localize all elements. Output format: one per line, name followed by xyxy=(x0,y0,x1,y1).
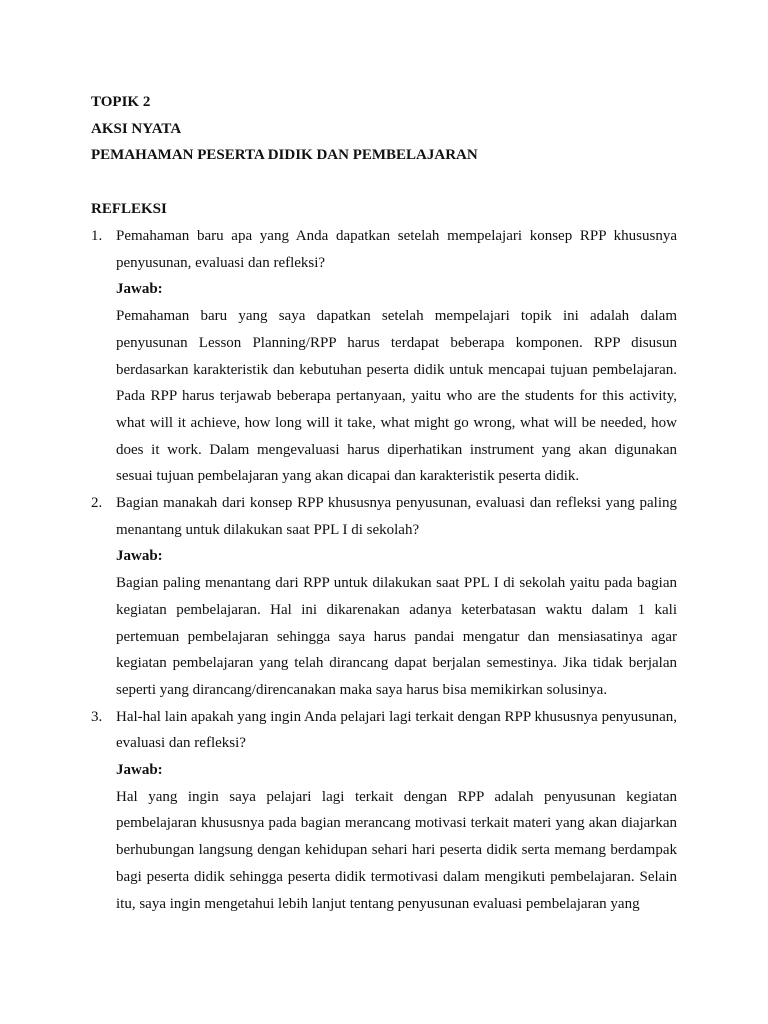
answer-text: Pemahaman baru yang saya dapatkan setelah mempelajari topik ini adalah dalam penyusunan Lesson Planning/RPP harus terdapat beberapa komponen. RPP disusun berdasarkan karakteristik dan kebutuhan peserta didik untuk mencapai tujuan pembelajaran. Pada RPP harus terjawab beberapa pertanyaan, yaitu who are the students for this activity, what will it achieve, how long will it take, what might go wrong, what will be needed, how does it work. Dalam mengevaluasi harus diperhatikan instrument yang akan digunakan sesuai tujuan pembelajaran yang akan dicapai dan karakteristik peserta didik. xyxy=(116,308,677,485)
item-number: 3. xyxy=(91,708,103,725)
list-item xyxy=(91,490,677,704)
topic-heading: TOPIK 2 xyxy=(91,94,151,110)
answer-text: Bagian paling menantang dari RPP untuk dilakukan saat PPL I di sekolah yaitu pada bagian kegiatan pembelajaran. Hal ini dikarenakan adanya keterbatasan waktu dalam 1 kali pertemuan pembelajaran sehingga saya harus pandai mengatur dan mensiasatinya agar kegiatan pembelajaran yang telah dirancang dapat berjalan semestinya. Jika tidak berjalan seperti yang dirancang/direncanakan maka saya harus bisa memikirkan solusinya. xyxy=(116,575,677,698)
answer-label: Jawab: xyxy=(116,548,163,565)
document-header xyxy=(91,89,691,169)
section-title: REFLEKSI xyxy=(91,201,167,217)
answer-label: Jawab: xyxy=(116,281,163,298)
question-text: Hal-hal lain apakah yang ingin Anda pelajari lagi terkait dengan RPP khususnya penyusunan, evaluasi dan refleksi? xyxy=(116,708,677,752)
reflection-list xyxy=(91,223,677,917)
question-text: Bagian manakah dari konsep RPP khususnya penyusunan, evaluasi dan refleksi yang paling menantang untuk dilakukan saat PPL I di sekolah? xyxy=(116,495,677,538)
answer-text: Hal yang ingin saya pelajari lagi terkait dengan RPP adalah penyusunan kegiatan pembelajaran khususnya pada bagian merancang motivasi terkait materi yang akan diajarkan berhubungan langsung dengan kehidupan sehari hari peserta didik serta memang berdampak bagi peserta didik sehingga peserta didik termotivasi dalam mengikuti pembelajaran. Selain itu, saya ingin mengetahui lebih lanjut tentang penyusunan evaluasi pembelajaran yang xyxy=(116,788,677,912)
document-title: PEMAHAMAN PESERTA DIDIK DAN PEMBELAJARAN xyxy=(91,147,478,163)
item-number: 2. xyxy=(91,495,103,512)
list-item xyxy=(91,704,677,918)
item-number: 1. xyxy=(91,228,103,244)
answer-label: Jawab: xyxy=(116,762,163,779)
question-text: Pemahaman baru apa yang Anda dapatkan setelah mempelajari konsep RPP khususnya penyusunan, evaluasi dan refleksi? xyxy=(116,228,677,271)
list-item xyxy=(91,223,677,490)
action-heading: AKSI NYATA xyxy=(91,120,182,137)
